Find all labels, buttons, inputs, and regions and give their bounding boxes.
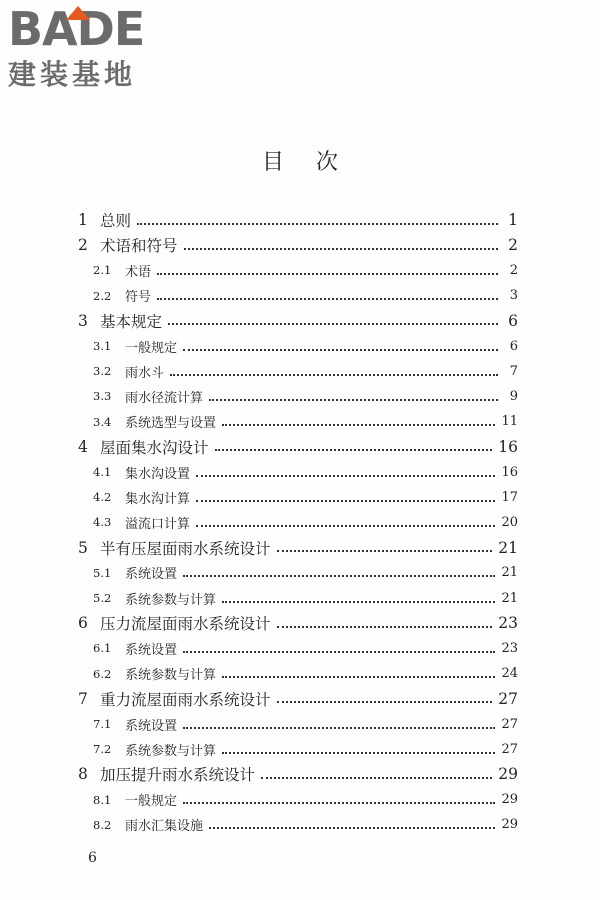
toc-entry[interactable] [93,560,518,586]
dot-leader [222,675,495,678]
toc-entry-page: 21 [498,538,518,557]
toc-entry[interactable] [93,383,518,409]
toc-entry-title: 系统设置 [125,718,178,734]
toc-entry-page: 27 [498,689,518,708]
toc-entry-page: 3 [509,288,518,304]
toc-entry[interactable] [78,761,518,787]
toc-entry[interactable] [93,257,518,283]
toc-entry-number: 4.3 [93,515,112,530]
logo-accent-triangle [66,6,90,20]
toc-entry-title: 集水沟计算 [125,491,191,507]
dot-leader [183,348,498,351]
toc-entry-number: 3.4 [93,414,112,429]
toc-entry-number: 6.1 [93,641,112,656]
dot-leader [196,524,495,527]
toc-entry-title: 总则 [100,212,132,230]
toc-entry-number: 7.2 [93,742,112,757]
toc-entry-page: 23 [501,640,518,656]
toc-entry-title: 溢流口计算 [125,516,191,532]
dot-leader [209,826,495,829]
toc-entry[interactable] [93,736,518,762]
toc-entry-number: 8.1 [93,792,112,807]
toc-entry[interactable] [93,484,518,510]
toc-entry-number: 2.1 [93,263,112,278]
toc-entry[interactable] [93,459,518,485]
toc-entry-title: 基本规定 [100,312,163,331]
toc-entry-title: 系统设置 [125,567,178,583]
dot-leader [184,247,498,250]
toc-entry[interactable] [93,812,518,838]
toc-entry-number: 1 [78,211,88,229]
toc-entry[interactable] [93,283,518,309]
dot-leader [215,448,493,451]
toc-entry-title: 一般规定 [125,794,178,810]
toc-entry-number: 3 [78,311,88,330]
toc-entry-page: 1 [508,211,518,229]
toc-entry-number: 3.3 [93,389,112,404]
toc-entry-title: 屋面集水沟设计 [100,438,209,457]
toc-entry-number: 3.2 [93,364,112,379]
toc-entry[interactable] [93,787,518,813]
toc-entry-page: 11 [501,414,518,430]
toc-entry-number: 7.1 [93,717,112,731]
toc-entry-title: 加压提升雨水系统设计 [100,766,256,785]
toc-entry-page: 16 [501,464,518,480]
toc-entry-number: 6 [78,614,88,633]
dot-leader [196,499,495,502]
toc-entry-title: 符号 [125,290,152,306]
toc-entry[interactable] [93,661,518,687]
toc-entry[interactable] [93,409,518,435]
dot-leader [277,700,493,703]
toc-entry-title: 重力流屋面雨水系统设计 [100,690,271,709]
logo [8,2,178,92]
toc-entry[interactable] [93,358,518,384]
toc-entry[interactable] [78,610,518,636]
dot-leader [168,322,498,325]
toc-entry-page: 2 [509,262,518,278]
logo-wordmark: BADE [8,2,145,56]
toc-entry-number: 5 [78,538,88,557]
dot-leader [222,751,495,754]
toc-entry[interactable] [93,509,518,535]
dot-leader [209,398,498,401]
toc-entry-number: 2.2 [93,288,112,303]
toc-entry-page: 6 [509,338,518,354]
dot-leader [222,600,495,603]
toc-entry-number: 4.1 [93,465,112,479]
toc-entry-page: 21 [501,565,518,581]
toc-entry-page: 17 [501,489,518,505]
toc-entry-number: 2 [78,236,88,255]
dot-leader [196,474,495,477]
toc-entry-number: 4.2 [93,490,112,505]
dot-leader [157,272,498,275]
toc-entry-page: 6 [508,311,518,330]
logo-subtitle: 建装基地 [8,58,137,91]
dot-leader [183,726,495,729]
toc-entry-page: 24 [501,666,518,682]
toc-entry-title: 集水沟设置 [125,466,191,482]
toc-entry-number: 5.2 [93,591,112,605]
toc-entry-title: 雨水径流计算 [125,390,204,406]
toc-entry-title: 一般规定 [125,340,178,356]
dot-leader [137,222,498,225]
dot-leader [170,373,498,376]
dot-leader [277,625,493,628]
toc-entry[interactable] [78,232,518,258]
dot-leader [183,650,495,653]
toc-entry-number: 3.1 [93,339,112,353]
toc-entry[interactable] [93,333,518,359]
toc-entry-page: 2 [508,236,518,255]
page-number: 6 [88,850,97,866]
toc-entry-title: 雨水汇集设施 [125,819,204,835]
toc-entry-page: 7 [509,363,518,379]
toc-entry-page: 23 [498,614,518,633]
toc-entry-number: 4 [78,437,88,456]
toc-entry-number: 8.2 [93,817,112,832]
toc-entry-title: 系统参数与计算 [125,592,217,608]
toc-entry[interactable] [78,434,518,460]
dot-leader [277,549,493,552]
toc-entry-title: 系统设置 [125,642,178,658]
toc-entry-number: 5.1 [93,565,112,580]
dot-leader [183,574,495,577]
toc-entry-title: 压力流屋面雨水系统设计 [100,615,271,634]
toc-entry-number: 6.2 [93,666,112,681]
dot-leader [157,297,498,300]
toc-entry-page: 16 [498,437,518,456]
page-title: 目次 [261,150,370,175]
toc-entry-title: 系统参数与计算 [125,743,217,759]
toc-entry-title: 系统参数与计算 [125,668,217,684]
toc-entry[interactable] [93,711,518,737]
toc-entry-page: 29 [501,792,518,808]
dot-leader [261,776,492,779]
dot-leader [222,423,495,426]
toc-entry-title: 雨水斗 [125,365,165,381]
toc-entry[interactable] [78,308,518,334]
toc-entry-number: 8 [78,765,88,784]
toc-entry-page: 21 [501,590,518,606]
toc-entry[interactable] [93,585,518,611]
toc-entry-page: 27 [501,741,518,757]
toc-entry-page: 27 [501,716,518,732]
toc-entry-number: 7 [78,689,88,708]
toc-entry-title: 半有压屋面雨水系统设计 [100,539,271,558]
toc-entry-page: 29 [501,817,518,833]
toc-entry-title: 系统选型与设置 [125,416,217,432]
toc-entry-title: 术语 [125,264,152,280]
toc-entry-page: 9 [509,388,518,404]
toc-entry[interactable] [78,686,518,712]
toc-entry[interactable] [78,535,518,561]
toc-entry[interactable] [78,207,518,233]
toc-entry[interactable] [93,635,518,661]
toc-entry-page: 29 [498,765,518,784]
toc-entry-page: 20 [501,514,518,530]
dot-leader [183,801,495,804]
toc-entry-title: 术语和符号 [100,237,178,256]
